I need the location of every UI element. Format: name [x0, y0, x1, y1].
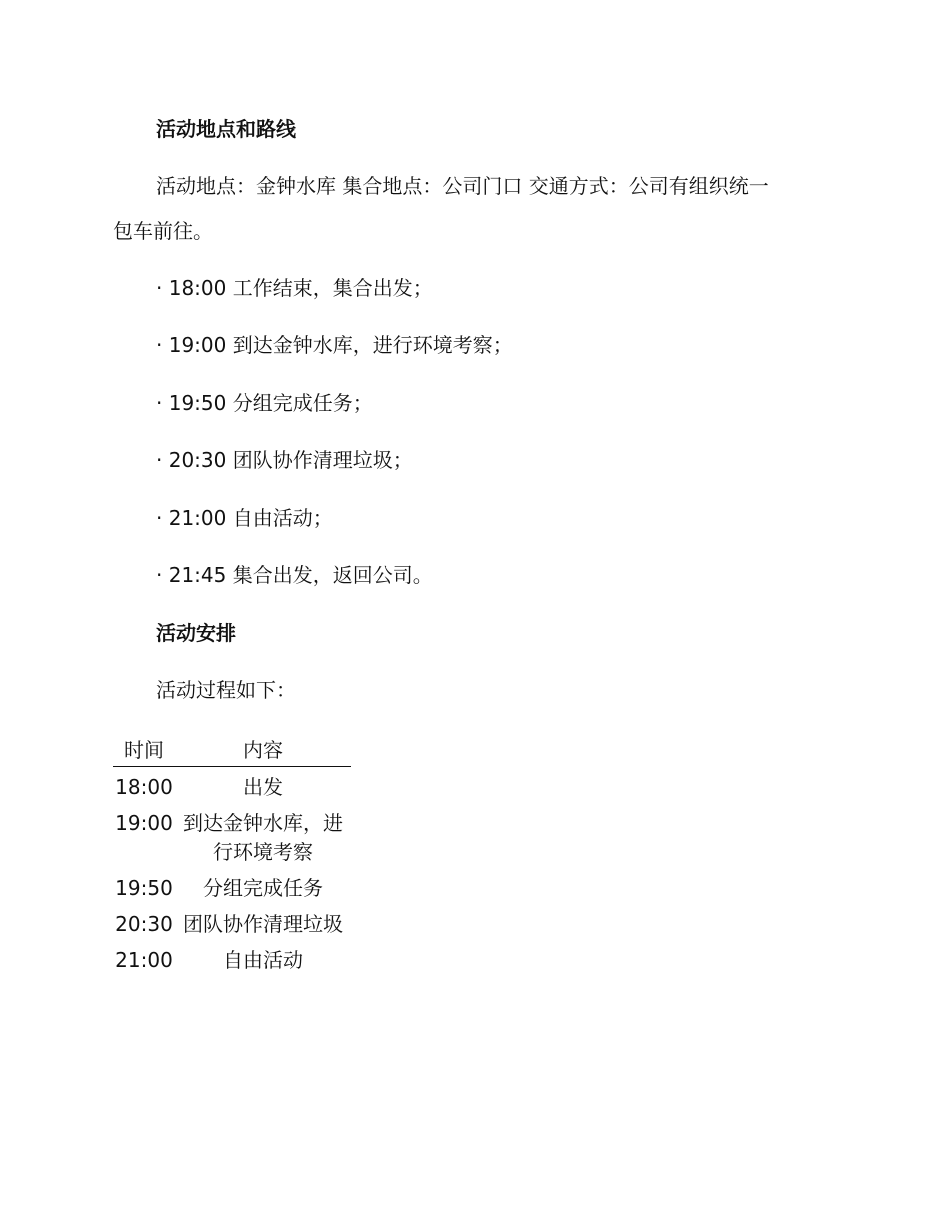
table-header-row — [113, 734, 351, 767]
table-cell-content: 分组完成任务 — [203, 876, 323, 900]
table-cell-time: 21:00 — [115, 948, 173, 972]
route-bullet: · 18:00 工作结束，集合出发； — [156, 276, 433, 300]
route-bullet: · 19:00 到达金钟水库，进行环境考察； — [156, 333, 513, 357]
table-header-time: 时间 — [124, 737, 164, 762]
route-bullet: · 21:00 自由活动； — [156, 506, 333, 530]
table-cell-content: 团队协作清理垃圾 — [183, 912, 343, 936]
route-bullet: · 20:30 团队协作清理垃圾； — [156, 448, 413, 472]
table-cell-time: 19:00 — [115, 811, 173, 835]
table-row — [113, 874, 351, 903]
section-heading-location: 活动地点和路线 — [156, 117, 296, 141]
table-row — [113, 946, 351, 975]
table-cell-content: 出发 — [243, 775, 283, 799]
section-heading-schedule: 活动安排 — [156, 621, 236, 645]
table-cell-content: 自由活动 — [223, 948, 303, 972]
schedule-intro: 活动过程如下： — [156, 678, 296, 702]
location-paragraph-line-2: 包车前往。 — [113, 219, 213, 243]
location-paragraph-line-1: 活动地点：金钟水库 集合地点：公司门口 交通方式：公司有组织统一 — [156, 174, 769, 198]
table-cell-time: 19:50 — [115, 876, 173, 900]
table-row — [113, 910, 351, 939]
table-cell-time: 18:00 — [115, 775, 173, 799]
table-row — [113, 809, 351, 867]
table-cell-content: 到达金钟水库，进行环境考察 — [183, 811, 343, 864]
route-bullet: · 21:45 集合出发，返回公司。 — [156, 563, 433, 587]
table-header-content: 内容 — [243, 737, 283, 762]
table-row — [113, 773, 351, 802]
schedule-table — [113, 734, 351, 982]
table-cell-time: 20:30 — [115, 912, 173, 936]
route-bullet: · 19:50 分组完成任务； — [156, 391, 373, 415]
